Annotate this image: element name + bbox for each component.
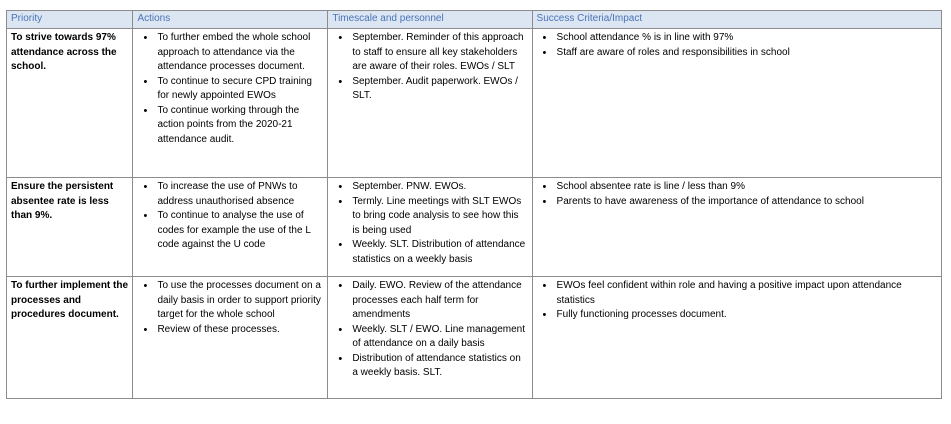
actions-cell bbox=[133, 277, 328, 399]
success-cell bbox=[532, 178, 941, 277]
list-item: • September. PNW. EWOs. bbox=[352, 180, 527, 195]
timescale-list bbox=[332, 180, 527, 267]
actions-list bbox=[137, 31, 323, 147]
table-row bbox=[7, 178, 942, 277]
priority-cell: To further implement the processes and procedures document. bbox=[7, 277, 133, 399]
list-item: • Fully functioning processes document. bbox=[557, 308, 937, 323]
list-item: • Weekly. SLT / EWO. Line management of attendance on a daily basis bbox=[352, 323, 527, 352]
list-item: • School absentee rate is line / less than 9% bbox=[557, 180, 937, 195]
timescale-list bbox=[332, 279, 527, 381]
priority-cell: To strive towards 97% attendance across the school. bbox=[7, 29, 133, 178]
list-item: • EWOs feel confident within role and having a positive impact upon attendance statistics bbox=[557, 279, 937, 308]
priority-cell: Ensure the persistent absentee rate is less than 9%. bbox=[7, 178, 133, 277]
header-row bbox=[7, 11, 942, 29]
table-row bbox=[7, 277, 942, 399]
success-cell bbox=[532, 277, 941, 399]
timescale-list bbox=[332, 31, 527, 104]
list-item: • September. Reminder of this approach to staff to ensure all key stakeholders are aware of their roles. EWOs / SLT bbox=[352, 31, 527, 75]
actions-list bbox=[137, 279, 323, 337]
actions-cell bbox=[133, 29, 328, 178]
list-item: • Termly. Line meetings with SLT EWOs to bring code analysis to see how this is being used bbox=[352, 195, 527, 239]
header-priority: Priority bbox=[7, 11, 133, 29]
list-item: • To continue to secure CPD training for newly appointed EWOs bbox=[157, 75, 323, 104]
header-success: Success Criteria/Impact bbox=[532, 11, 941, 29]
list-item: • To use the processes document on a daily basis in order to support priority target for the whole school bbox=[157, 279, 323, 323]
header-timescale: Timescale and personnel bbox=[328, 11, 532, 29]
timescale-cell bbox=[328, 277, 532, 399]
success-list bbox=[537, 279, 937, 323]
header-actions: Actions bbox=[133, 11, 328, 29]
list-item: • To further embed the whole school approach to attendance via the attendance processes document. bbox=[157, 31, 323, 75]
timescale-cell bbox=[328, 29, 532, 178]
list-item: • To increase the use of PNWs to address unauthorised absence bbox=[157, 180, 323, 209]
list-item: • To continue working through the action points from the 2020-21 attendance audit. bbox=[157, 104, 323, 148]
attendance-plan-table bbox=[6, 10, 942, 399]
list-item: • Parents to have awareness of the importance of attendance to school bbox=[557, 195, 937, 210]
list-item: • Review of these processes. bbox=[157, 323, 323, 338]
list-item: • Distribution of attendance statistics on a weekly basis. SLT. bbox=[352, 352, 527, 381]
success-list bbox=[537, 180, 937, 209]
actions-list bbox=[137, 180, 323, 253]
list-item: • Staff are aware of roles and responsibilities in school bbox=[557, 46, 937, 61]
table-row bbox=[7, 29, 942, 178]
actions-cell bbox=[133, 178, 328, 277]
list-item: • To continue to analyse the use of codes for example the use of the L code against the U code bbox=[157, 209, 323, 253]
success-list bbox=[537, 31, 937, 60]
timescale-cell bbox=[328, 178, 532, 277]
list-item: • September. Audit paperwork. EWOs / SLT. bbox=[352, 75, 527, 104]
list-item: • Weekly. SLT. Distribution of attendance statistics on a weekly basis bbox=[352, 238, 527, 267]
list-item: • School attendance % is in line with 97% bbox=[557, 31, 937, 46]
list-item: • Daily. EWO. Review of the attendance processes each half term for amendments bbox=[352, 279, 527, 323]
success-cell bbox=[532, 29, 941, 178]
